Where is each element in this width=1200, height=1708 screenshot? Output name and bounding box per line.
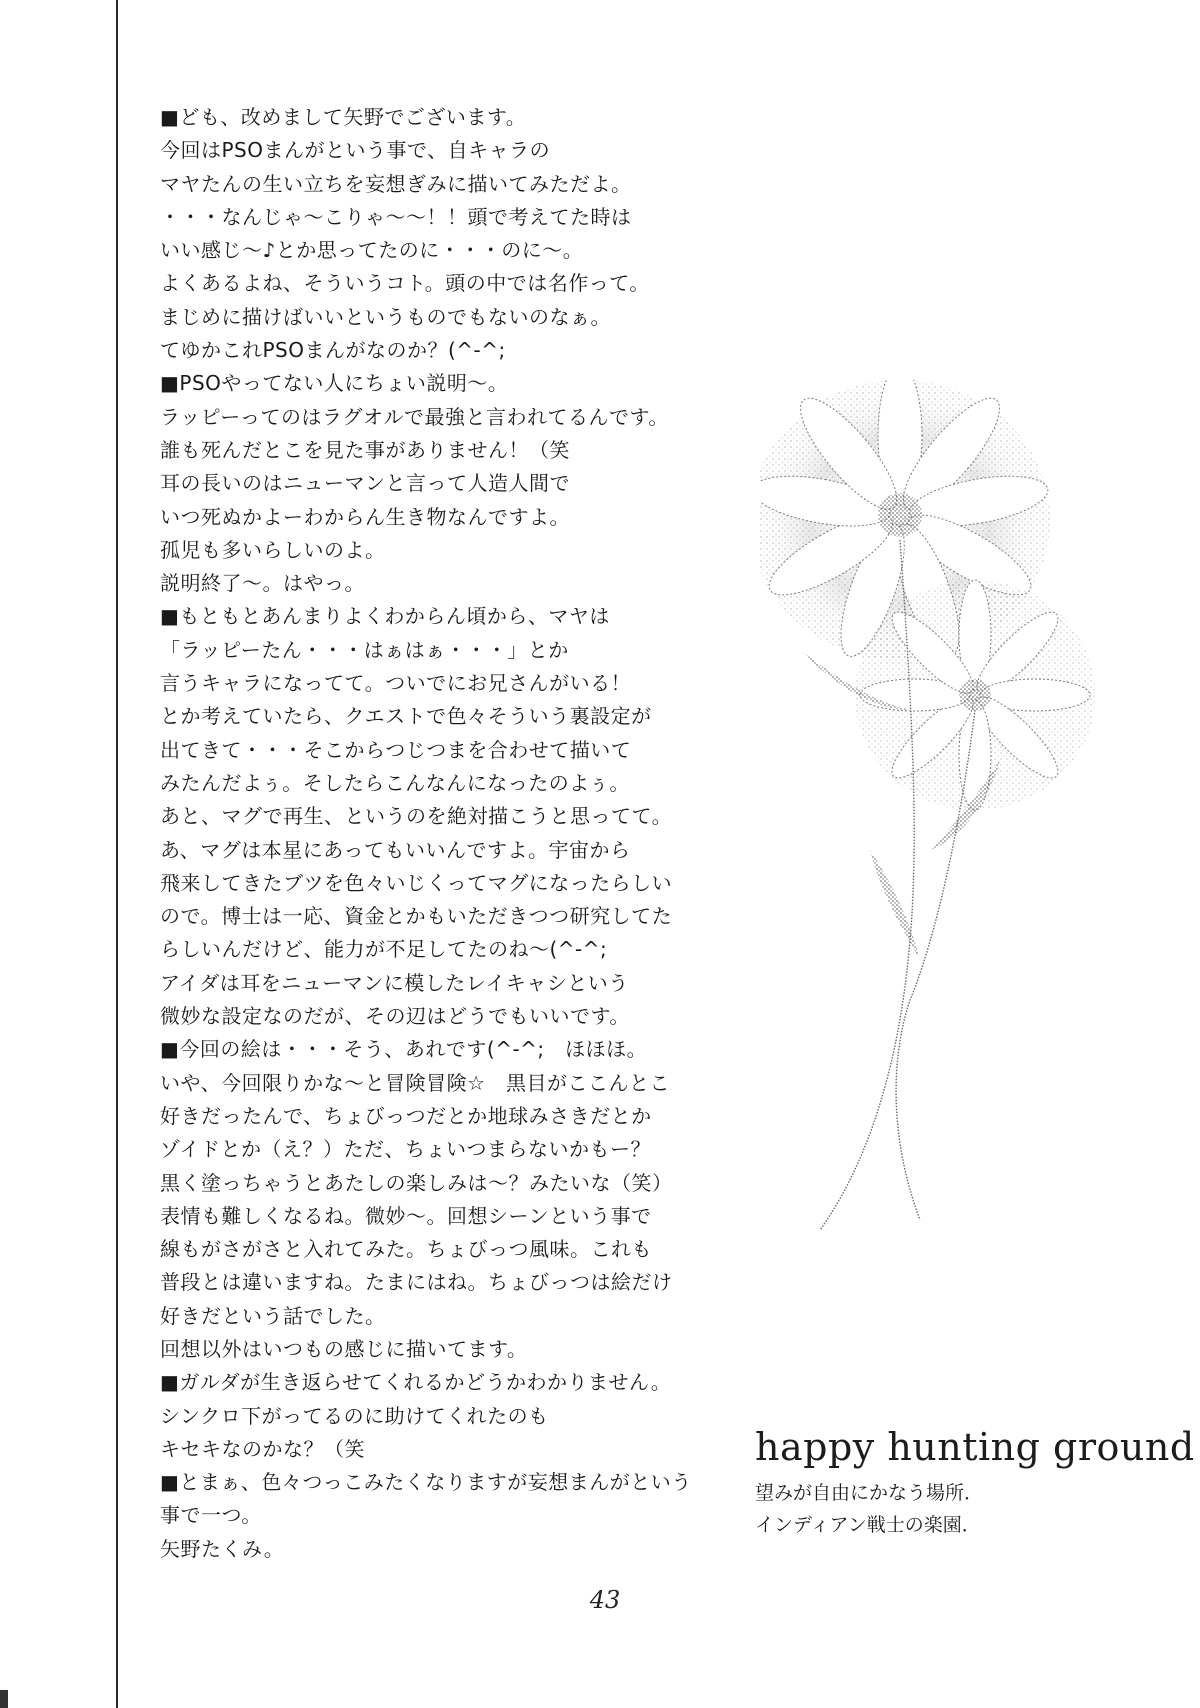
text-line: みたんだよぅ。そしたらこんなんになったのよぅ。 — [160, 770, 630, 795]
text-line: ■もともとあんまりよくわからん頃から、マヤは — [160, 604, 610, 629]
text-line: マヤたんの生い立ちを妄想ぎみに描いてみただよ。 — [160, 171, 632, 196]
text-line: 孤児も多いらしいのよ。 — [160, 537, 386, 562]
caption-line-2: インディアン戦士の楽園． — [755, 1514, 981, 1536]
text-line: 出てきて・・・そこからつじつまを合わせて描いて — [160, 737, 632, 762]
upper-flower-center — [878, 493, 922, 537]
text-line: 矢野たくみ。 — [160, 1536, 285, 1561]
text-line: あ、マグは本星にあってもいいんですよ。宇宙から — [160, 837, 631, 862]
text-line: てゆかこれPSOまんがなのか？(^-^; — [160, 338, 506, 363]
text-line: ■PSOやってない人にちょい説明〜。 — [160, 371, 509, 396]
text-line: 耳の長いのはニューマンと言って人造人間で — [160, 471, 570, 496]
scan-edge-mark — [0, 1690, 8, 1708]
caption-block — [755, 1425, 1195, 1541]
text-line: らしいんだけど、能力が不足してたのね〜(^-^; — [160, 937, 608, 962]
text-line: ■ガルダが生き返らせてくれるかどうかわかりません。 — [160, 1370, 672, 1395]
text-line: 事で一つ。 — [160, 1503, 262, 1528]
text-line: ・・・なんじゃ〜こりゃ〜〜！！頭で考えてた時は — [160, 204, 632, 229]
text-line: 好きだという話でした。 — [160, 1303, 386, 1328]
text-line: とか考えていたら、クエストで色々そういう裏設定が — [160, 704, 652, 729]
text-line: 「ラッピーたん・・・はぁはぁ・・・」とか — [160, 637, 569, 662]
text-line: まじめに描けばいいというものでもないのなぁ。 — [160, 304, 611, 329]
text-line: ラッピーってのはラグオルで最強と言われてるんです。 — [160, 404, 669, 429]
text-line: ■ども、改めまして矢野でございます。 — [160, 105, 527, 129]
text-line: 微妙な設定なのだが、その辺はどうでもいいです。 — [160, 1004, 630, 1029]
text-line: 言うキャラになってて。ついでにお兄さんがいる！ — [160, 671, 632, 696]
page-gutter-rule — [116, 0, 118, 1708]
text-line: 今回はPSOまんがという事で、自キャラの — [160, 138, 551, 163]
text-line: いや、今回限りかな〜と冒険冒険☆ 黒目がここんとこ — [160, 1070, 671, 1095]
text-line: 黒く塗っちゃうとあたしの楽しみは〜？みたいな（笑） — [160, 1170, 673, 1195]
text-line: ので。博士は一応、資金とかもいただきつつ研究してた — [160, 904, 673, 929]
text-line: いい感じ〜♪とか思ってたのに・・・のに〜。 — [160, 238, 584, 263]
text-line: 線もがさがさと入れてみた。ちょびっつ風味。これも — [160, 1237, 652, 1262]
caption-title: happy hunting ground — [755, 1425, 1195, 1469]
text-line: いつ死ぬかよーわからん生き物なんですよ。 — [160, 504, 570, 529]
text-line: ■とまぁ、色々つっこみたくなりますが妄想まんがという — [160, 1470, 692, 1495]
text-line: アイダは耳をニューマンに模したレイキャシという — [160, 970, 629, 995]
stippled-flower-illustration — [760, 380, 1140, 1240]
page-number: 43 — [589, 1586, 621, 1614]
text-line: あと、マグで再生、というのを絶対描こうと思ってて。 — [160, 804, 673, 829]
text-line: よくあるよね、そういうコト。頭の中では名作って。 — [160, 271, 650, 296]
text-line: 好きだったんで、ちょびっつだとか地球みさきだとか — [160, 1103, 652, 1128]
text-line: キセキなのかな？（笑 — [160, 1436, 365, 1461]
text-line: シンクロ下がってるのに助けてくれたのも — [160, 1403, 549, 1428]
text-line: 回想以外はいつもの感じに描いてます。 — [160, 1336, 528, 1361]
text-line: 表情も難しくなるね。微妙〜。回想シーンという事で — [160, 1203, 652, 1228]
text-line: ■今回の絵は・・・そう、あれです(^-^; ほほほ。 — [160, 1037, 648, 1062]
afterword-text — [160, 101, 760, 1566]
text-line: ゾイドとか（え？）ただ、ちょいつまらないかもー？ — [160, 1137, 651, 1162]
text-line: 飛来してきたブツを色々いじくってマグになったらしい — [160, 870, 673, 895]
text-line: 誰も死んだとこを見た事がありません！（笑 — [160, 437, 570, 462]
lower-flower-center — [959, 679, 991, 711]
caption-line-1: 望みが自由にかなう場所． — [755, 1482, 984, 1504]
leaf-lower — [870, 850, 920, 960]
text-line: 説明終了〜。はやっ。 — [160, 571, 365, 596]
text-line: 普段とは違いますね。たまにはね。ちょびっつは絵だけ — [160, 1270, 673, 1295]
